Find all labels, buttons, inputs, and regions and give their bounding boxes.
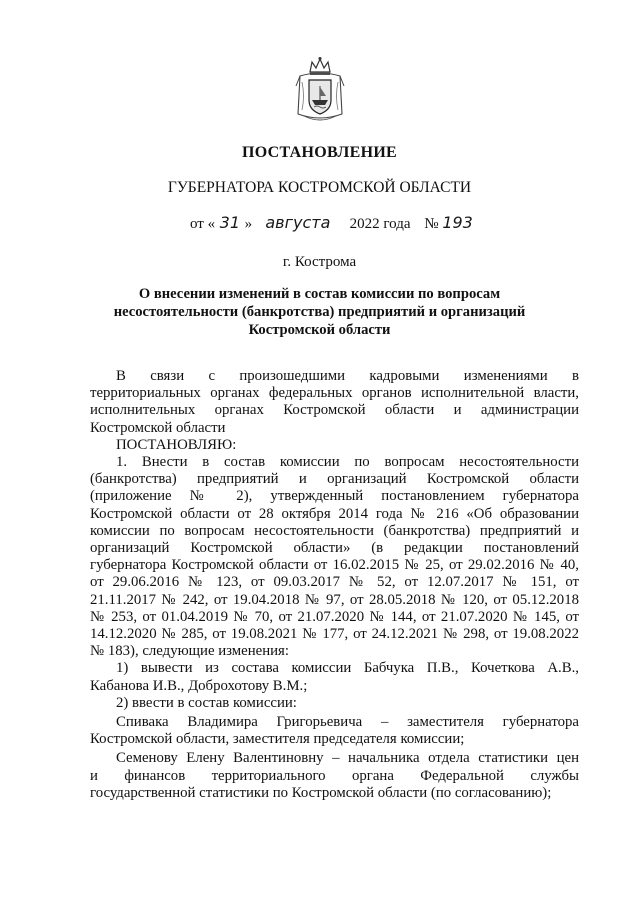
body-line: губернатора Костромской области от 16.02.2015 № 25, от 29.02.2016 № 40, bbox=[90, 557, 579, 574]
body-line: Спивака Владимира Григорьевича – заместителя губернатора bbox=[116, 714, 579, 731]
body-line: 1. Внести в состав комиссии по вопросам несостоятельности bbox=[116, 454, 579, 471]
city-name: г. Кострома bbox=[282, 254, 357, 270]
heading-line: О внесении изменений в состав комиссии по вопросам bbox=[138, 286, 501, 302]
body-line: организаций Костромской области» (в редакции постановлений bbox=[90, 540, 579, 557]
body-line: 21.11.2017 № 242, от 19.04.2018 № 97, от 28.05.2018 № 120, от 05.12.2018 bbox=[90, 591, 579, 608]
body-line: Костромской области от 28 октября 2014 года № 216 «Об образовании bbox=[90, 505, 579, 522]
body-line: В связи с произошедшими кадровыми изменениями в bbox=[116, 368, 579, 384]
body-line: и финансов территориального органа Федеральной службы bbox=[90, 767, 579, 784]
body-line: Кабанова И.В., Доброхотову В.М.; bbox=[90, 677, 308, 694]
body-line: территориальных органах федеральных органов исполнительной власти, bbox=[90, 385, 579, 402]
body-line: Костромской области, заместителя председателя комиссии; bbox=[90, 731, 465, 748]
issuer-line: ГУБЕРНАТОРА КОСТРОМСКОЙ ОБЛАСТИ bbox=[167, 179, 472, 196]
date-and-number-line bbox=[190, 213, 520, 233]
body-line: 2) ввести в состав комиссии: bbox=[116, 694, 297, 711]
coat-of-arms-emblem bbox=[292, 56, 348, 126]
body-line: № 253, от 01.04.2019 № 70, от 21.07.2020 № 144, от 21.07.2020 № 145, от bbox=[90, 608, 579, 625]
date-day-handwritten: 31 bbox=[219, 213, 241, 232]
document-number-handwritten: 193 bbox=[442, 213, 473, 232]
document-body bbox=[90, 368, 579, 802]
body-line: (банкротства) предприятий и организаций Костромской области bbox=[90, 471, 579, 488]
document-title: ПОСТАНОВЛЕНИЕ bbox=[241, 144, 398, 161]
document-heading bbox=[100, 285, 539, 339]
heading-line: Костромской области bbox=[248, 322, 391, 338]
number-label: № bbox=[424, 216, 439, 232]
date-mid: » bbox=[244, 216, 253, 232]
date-prefix: от « bbox=[190, 216, 216, 232]
date-month-handwritten: августа bbox=[265, 213, 331, 232]
body-line: Семенову Елену Валентиновну – начальника отдела статистики цен bbox=[116, 750, 579, 767]
body-line: государственной статистики по Костромской области (по согласованию); bbox=[90, 784, 552, 801]
body-line: № 183), следующие изменения: bbox=[90, 643, 289, 660]
body-line: исполнительных органах Костромской области и администрации bbox=[90, 402, 579, 419]
body-line: комиссии по вопросам несостоятельности (банкротства) предприятий и bbox=[90, 522, 579, 539]
heading-line: несостоятельности (банкротства) предприятий и организаций bbox=[113, 304, 526, 320]
resolution-word: ПОСТАНОВЛЯЮ: bbox=[116, 436, 237, 453]
body-line: 14.12.2020 № 285, от 19.08.2021 № 177, от 24.12.2021 № 298, от 19.08.2022 bbox=[90, 626, 579, 643]
body-line: (приложение № 2), утвержденный постановлением губернатора bbox=[90, 488, 579, 505]
body-line: 1) вывести из состава комиссии Бабчука П.В., Кочеткова А.В., bbox=[116, 660, 579, 677]
body-line: Костромской области bbox=[90, 419, 226, 436]
date-year: 2022 года bbox=[349, 216, 411, 232]
body-line: от 29.06.2016 № 123, от 09.03.2017 № 52, от 12.07.2017 № 151, от bbox=[90, 574, 579, 591]
